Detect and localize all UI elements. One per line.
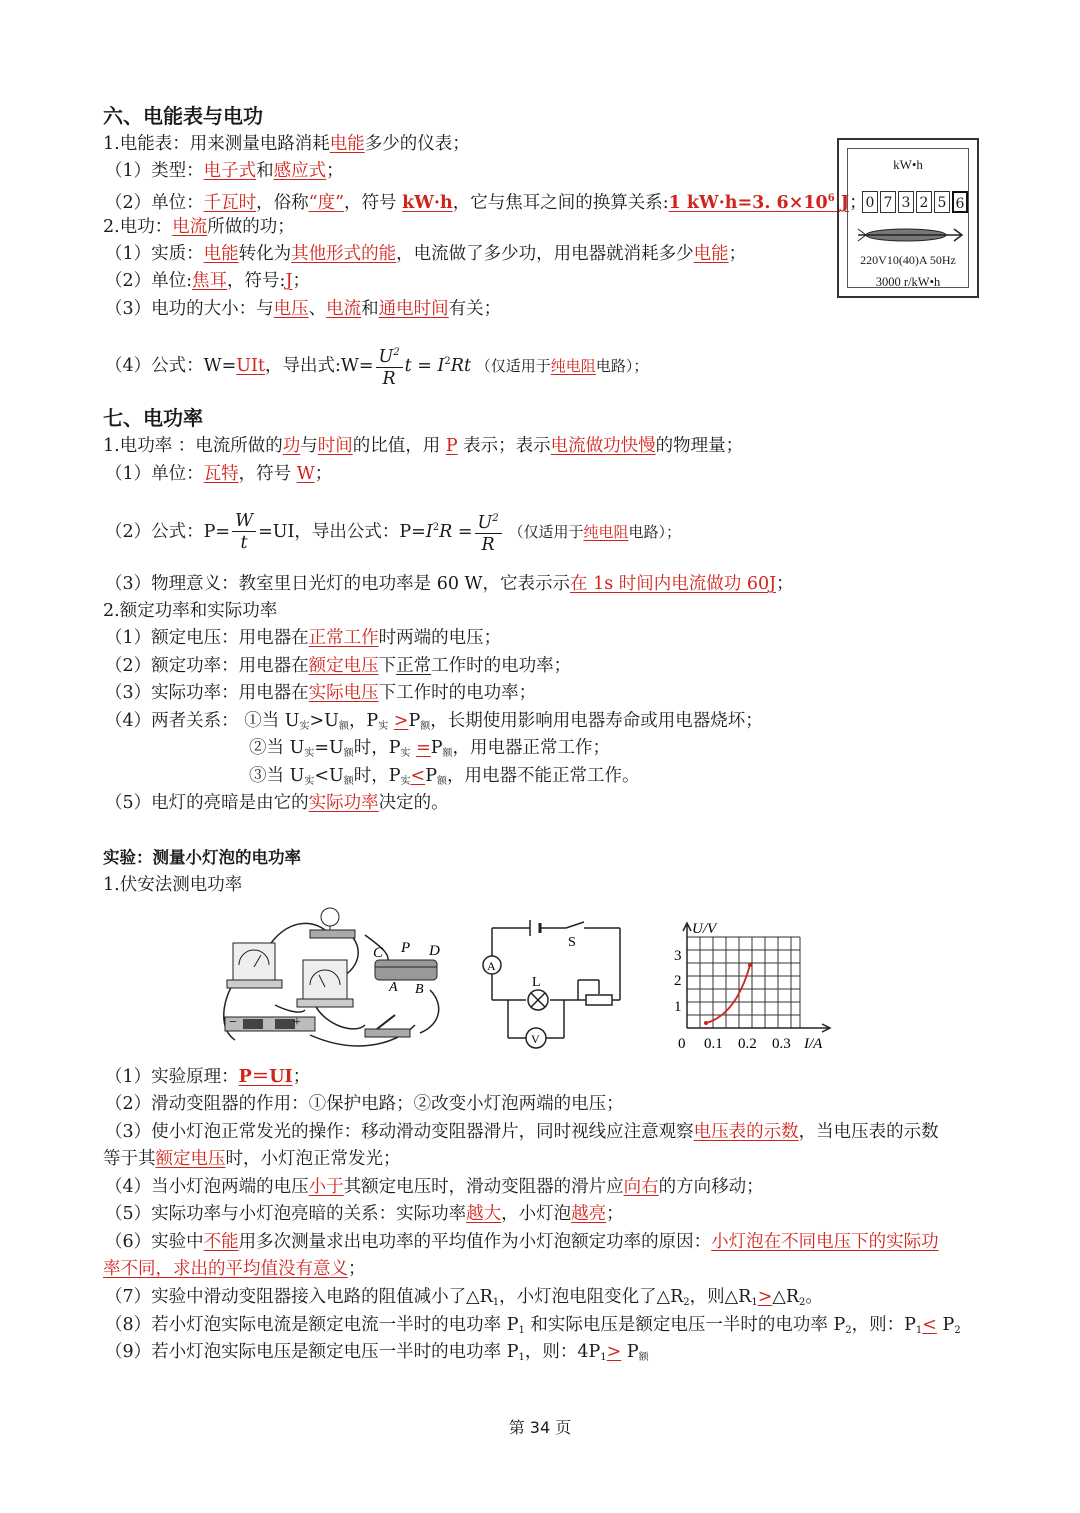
voltmeter-icon: V [531, 1032, 540, 1046]
line: （3）实际功率：用电器在实际电压下工作时的电功率； [105, 683, 537, 703]
line: ②当 $U_实=U_额$时，$P_实 =P_额$，用电器正常工作； [249, 738, 611, 759]
line: （1）单位：瓦特，符号 W； [105, 464, 333, 484]
label-d: D [429, 943, 440, 959]
experiment-title: 实验：测量小灯泡的电功率 [103, 848, 301, 867]
meter-rating: 220V10(40)A 50Hz [860, 253, 956, 267]
meter-digit: 6 [952, 191, 968, 213]
label-minus: − [229, 1015, 237, 1030]
formula-line: （2）公式：P= $\frac{W}{t}$ =UI，导出公式：$P=I^2R$ = $\frac{U^2}{R}$ （仅适用于纯电阻电路）； [105, 511, 681, 555]
section-7-title: 七、电功率 [103, 406, 203, 430]
line: （3）电功的大小：与电压、电流和通电时间有关； [105, 299, 502, 319]
u-i-graph [670, 915, 840, 1060]
line: （8）若小灯泡实际电流是额定电流一半时的电功率 $P_1$ 和实际电压是额定电压一半时的电功率 $P_2$，则：$P_1< P_2$ [105, 1315, 961, 1336]
line: （2）额定功率：用电器在额定电压下正常工作时的电功率； [105, 656, 572, 676]
meter-constant: 3000 r/kW•h [875, 275, 941, 289]
line: （4）两者关系： ①当 $U_实>U_额$，$P_实 >P_额$，长期使用影响用电器寿命或用电器烧坏； [105, 711, 763, 732]
circuit-diagram [478, 918, 628, 1058]
line: （1）额定电压：用电器在正常工作时两端的电压； [105, 628, 502, 648]
page-number: 第 34 页 [508, 1418, 572, 1437]
label-a: A [389, 980, 398, 995]
y-tick: 1 [674, 999, 682, 1015]
section-6-title: 六、电能表与电功 [103, 104, 263, 128]
line: （9）若小灯泡实际电压是额定电压一半时的电功率 $P_1$，则：$4P_1> P_额$ [105, 1342, 649, 1363]
meter-digit: 0 [862, 191, 878, 213]
label-p: P [401, 940, 411, 956]
line: （5）电灯的亮暗是由它的实际功率决定的。 [105, 793, 449, 813]
line: （5）实际功率与小灯泡亮暗的关系：实际功率越大，小灯泡越亮； [105, 1204, 624, 1224]
line: （2）单位:焦耳，符号:J； [105, 271, 310, 291]
line: （4）当小灯泡两端的电压小于其额定电压时，滑动变阻器的滑片应向右的方向移动； [105, 1177, 764, 1197]
apparatus-figure [215, 905, 455, 1050]
label-s: S [568, 935, 576, 950]
line: （3）物理意义：教室里日光灯的电功率是 60 W，它表示示在 1s 时间内电流做功 60J； [105, 574, 794, 594]
ammeter-icon: A [487, 959, 496, 973]
meter-digit: 3 [898, 191, 914, 213]
meter-unit: kW•h [893, 157, 923, 172]
x-axis-label: I/A [804, 1036, 823, 1052]
line: （1）实质：电能转化为其他形式的能，电流做了多少功，用电器就消耗多少电能； [105, 244, 747, 264]
meter-digit: 5 [934, 191, 950, 213]
formula-line: （4）公式：W=UIt，导出式:W= $\frac{U^2}{R}$ $t = I^2Rt$ （仅适用于纯电阻电路）； [105, 340, 648, 390]
meter-digits [862, 191, 970, 213]
line: 等于其额定电压时，小灯泡正常发光； [103, 1149, 401, 1169]
label-l: L [532, 975, 541, 990]
energy-meter [837, 138, 979, 298]
y-tick: 2 [674, 973, 682, 989]
line: 1.电能表：用来测量电路消耗电能多少的仪表； [103, 134, 470, 154]
line: 1.电功率 ：电流所做的功与时间的比值，用 P 表示；表示电流做功快慢的物理量； [103, 436, 744, 456]
line: （6）实验中不能用多次测量求出电功率的平均值作为小灯泡额定功率的原因：小灯泡在不同电压下的实际功 [105, 1232, 939, 1252]
y-tick: 3 [674, 948, 682, 964]
line: 1.伏安法测电功率 [103, 875, 243, 895]
line: （7）实验中滑动变阻器接入电路的阻值减小了$\triangle R_1$，小灯泡电阻变化了$\triangle R_2$，则$\triangle R_1>\triangle R_2$。 [105, 1287, 823, 1308]
x-tick: 0.1 [704, 1036, 723, 1052]
meter-digit: 7 [880, 191, 896, 213]
x-tick: 0 [678, 1036, 686, 1052]
label-c: C [373, 945, 384, 961]
y-axis-label: U/V [692, 921, 717, 937]
meter-disc-icon [854, 223, 966, 247]
line: 率不同，求出的平均值没有意义； [103, 1259, 366, 1279]
line: 2.额定功率和实际功率 [103, 601, 278, 621]
line: ③当 $U_实<U_额$时，$P_实<P_额$，用电器不能正常工作。 [249, 766, 640, 787]
x-tick: 0.3 [772, 1036, 791, 1052]
label-plus: + [293, 1015, 301, 1030]
line: 2.电功：电流所做的功； [103, 217, 295, 237]
line: （2）单位：千瓦时，俗称“度”，符号 kW·h，它与焦耳之间的换算关系:1 kW·h=3. $6\times 10^6$ J； [105, 193, 867, 213]
line: （1）类型：电子式和感应式； [105, 161, 344, 181]
meter-digit: 2 [916, 191, 932, 213]
line: （3）使小灯泡正常发光的操作：移动滑动变阻器滑片，同时视线应注意观察电压表的示数，当电压表的示数 [105, 1122, 939, 1142]
line: （2）滑动变阻器的作用：①保护电路；②改变小灯泡两端的电压； [105, 1094, 624, 1114]
label-b: B [415, 982, 424, 997]
x-tick: 0.2 [738, 1036, 757, 1052]
line: （1）实验原理：P＝UI； [105, 1067, 311, 1087]
